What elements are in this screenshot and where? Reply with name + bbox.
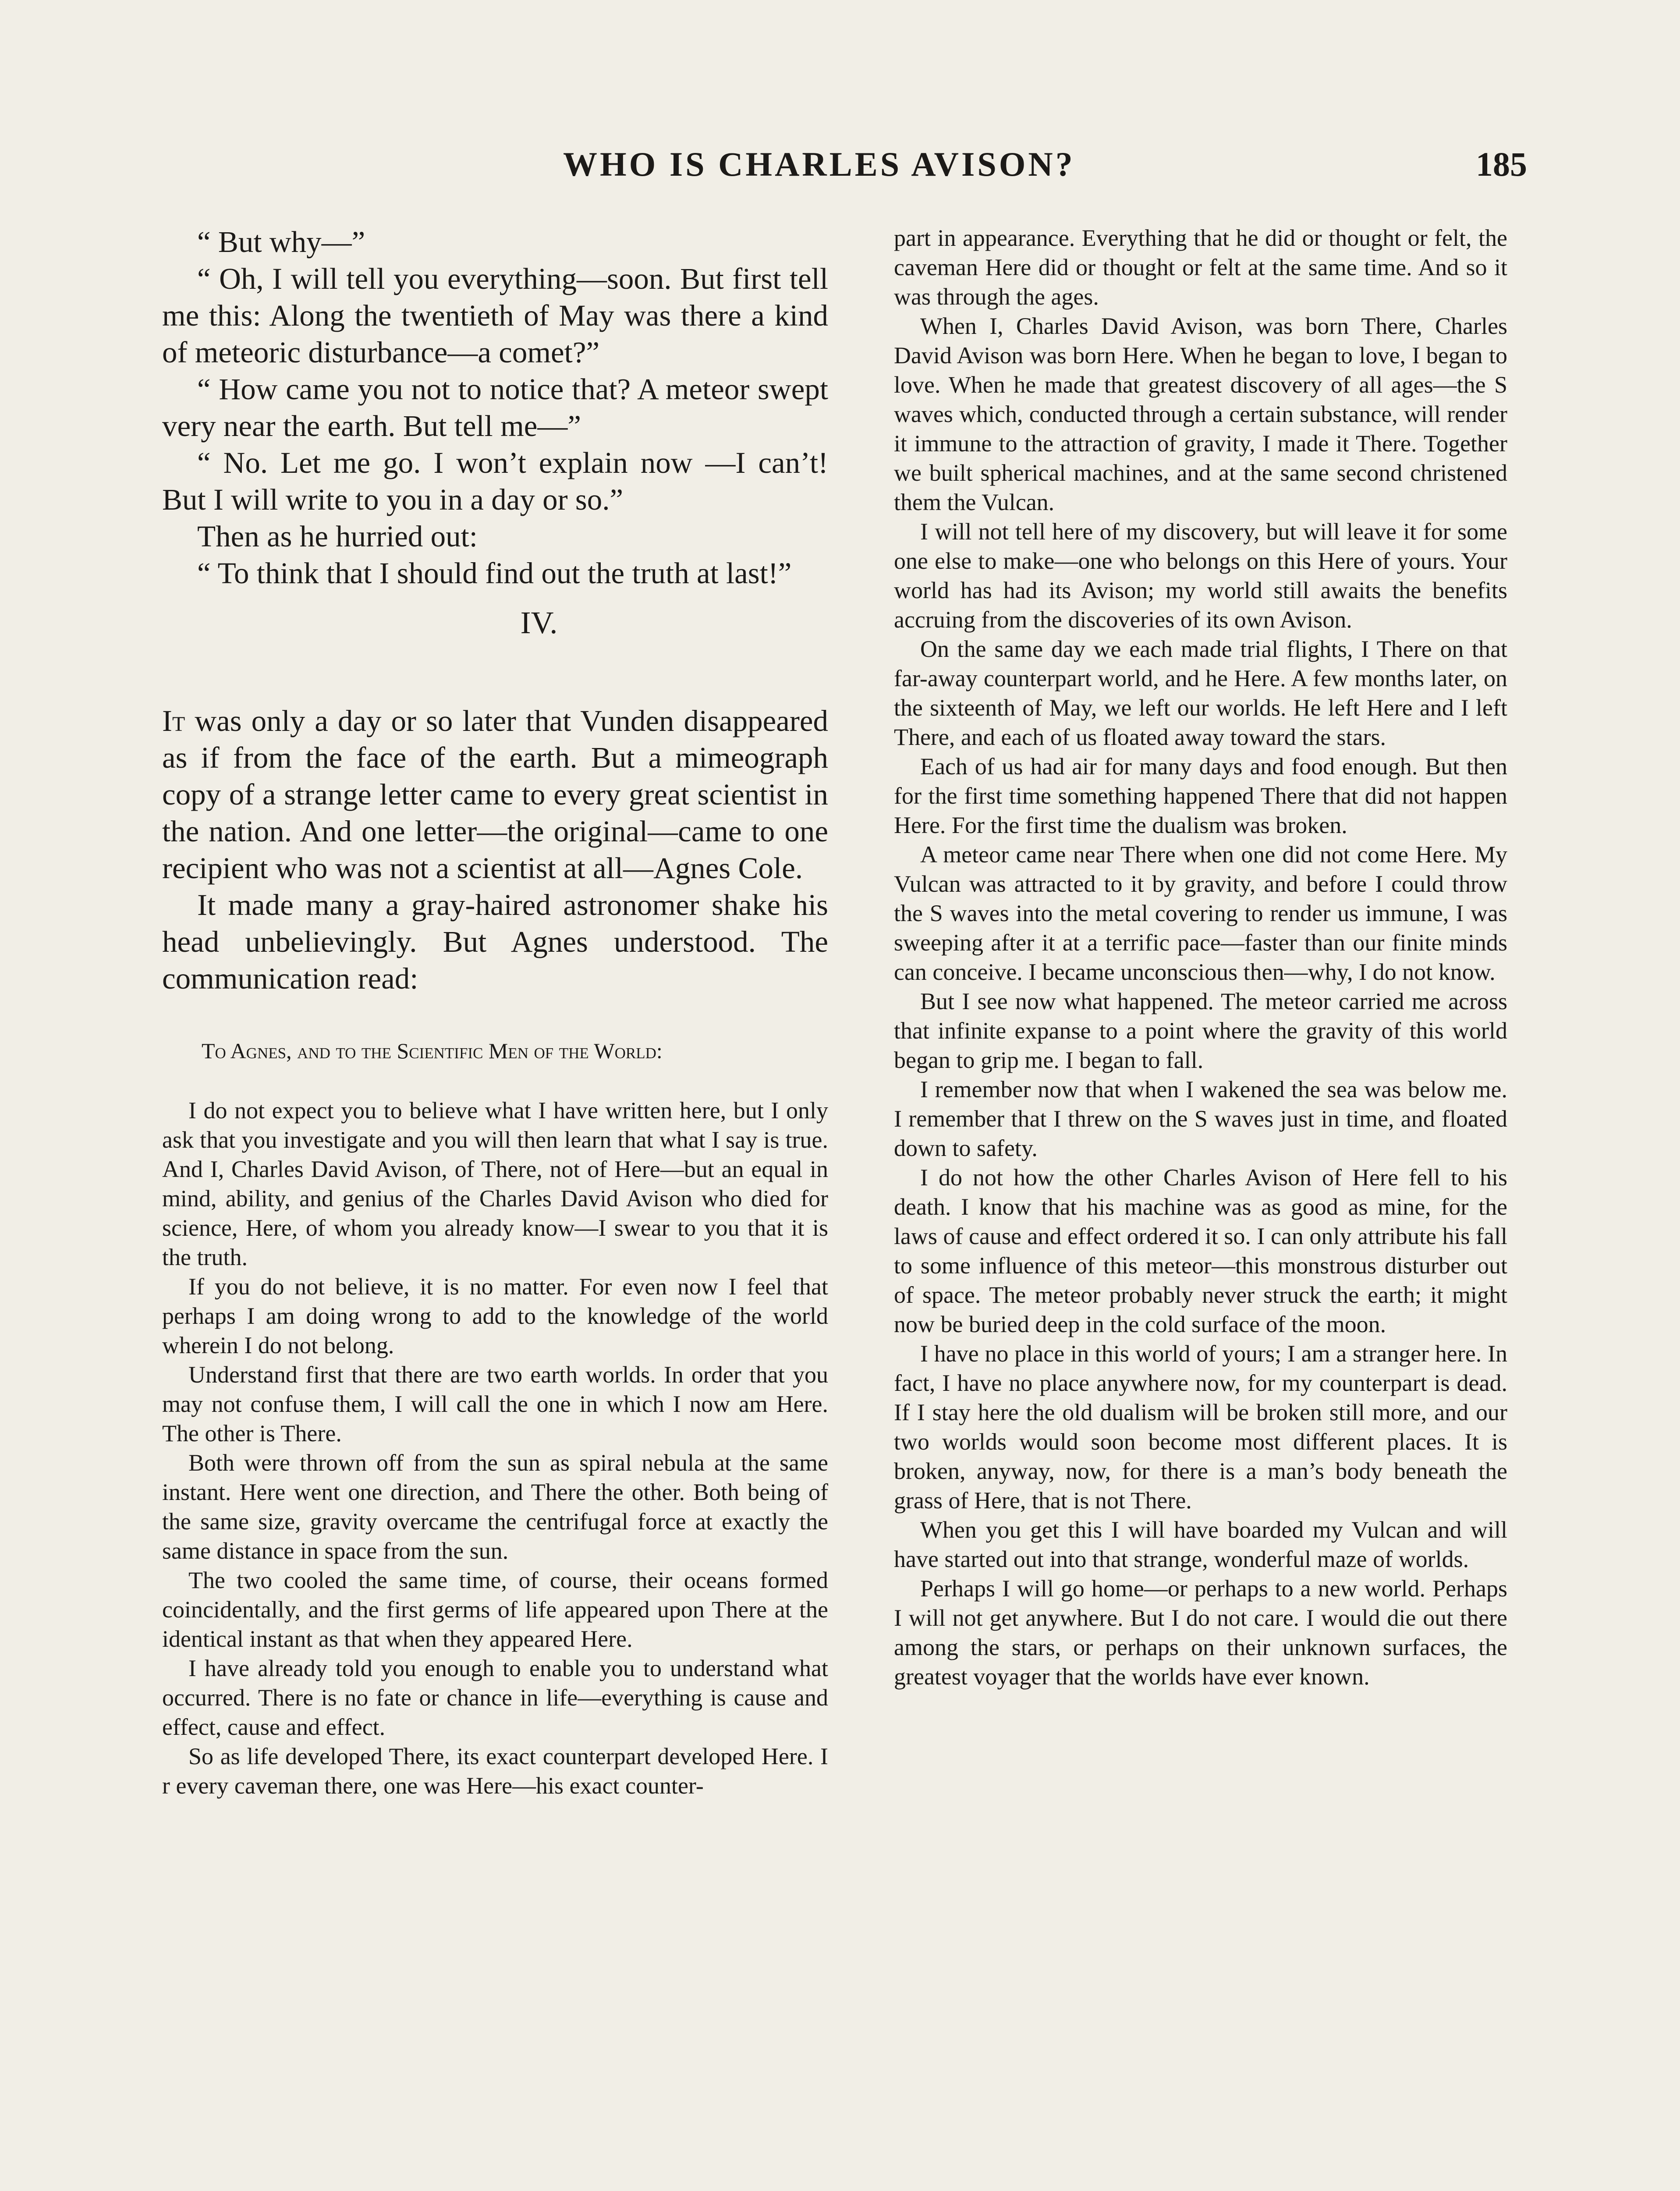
running-title: WHO IS CHARLES AVISON? (563, 145, 1075, 183)
paragraph: I have no place in this world of yours; I am a stranger here. In fact, I have no place anywhere now, for my counterpart is dead. If I stay here the old dualism will be broken still more, and our two worlds would soon become most different places. It is broken, anyway, now, for there is a man’s body beneath the grass of Here, that is not There. (894, 1340, 1507, 1514)
paragraph: A meteor came near There when one did not come Here. My Vulcan was attracted to it by gravity, and before I could throw the S waves into the metal covering to render us immune, I was sweeping after it at a terrific pace—faster than our finite minds can conceive. I became unconscious then—why, I do not know. (894, 841, 1507, 985)
paragraph: On the same day we each made trial flights, I There on that far-away counterpart world, and he Here. A few months later, on the sixteenth of May, we left our worlds. He left Here and I left There, and each of us floated away toward the stars. (894, 636, 1507, 750)
paragraph: “ No. Let me go. I won’t explain now —I can’t! But I will write to you in a day or so.” (162, 446, 828, 516)
paragraph: part in appearance. Everything that he did or thought or felt, the caveman Here did or thought or felt at the same time. And so it was through the ages. (894, 225, 1507, 310)
paragraph: Then as he hurried out: (197, 520, 478, 553)
section-heading: IV. (520, 605, 558, 640)
paragraph: I do not expect you to believe what I have written here, but I only ask that you investigate and you will then learn that what I say is true. And I, Charles David Avison, of There, not of Here—but an equal in mind, ability, and genius of the Charles David Avison who died for science, Here, of whom you already know—I swear to you that it is the truth. (162, 1097, 828, 1270)
letter-salutation: To Agnes, and to the Scientific Men of the World: (202, 1039, 663, 1063)
paragraph: The two cooled the same time, of course, their oceans formed coincidentally, and the first germs of life appeared upon There at the identical instant as that when they appeared Here. (162, 1567, 828, 1652)
paragraph: I remember now that when I wakened the sea was below me. I remember that I threw on the S waves just in time, and floated down to safety. (894, 1076, 1507, 1161)
dialogue-block (162, 223, 828, 592)
paragraph (162, 702, 828, 886)
paragraph: But I see now what happened. The meteor carried me across that infinite expanse to a point where the gravity of this world began to grip me. I began to fall. (894, 988, 1507, 1073)
paragraph: I have already told you enough to enable you to understand what occurred. There is no fate or chance in life—everything is cause and effect, cause and effect. (162, 1655, 828, 1740)
page-number: 185 (1476, 145, 1527, 183)
paragraph: It made many a gray-haired astronomer shake his head unbelievingly. But Agnes understood. The communication read: (162, 888, 828, 995)
paragraph: Understand first that there are two earth worlds. In order that you may not confuse them, I will call the one in which I now am Here. The other is There. (162, 1361, 828, 1446)
paragraph: Both were thrown off from the sun as spiral nebula at the same instant. Here went one direction, and There the other. Both being of the same size, gravity overcame the centrifugal force at exactly the same distance in space from the sun. (162, 1450, 828, 1564)
page-header (563, 145, 1527, 193)
paragraph: When I, Charles David Avison, was born There, Charles David Avison was born Here. When he began to love, I began to love. When he made that greatest discovery of all ages—the S waves which, conducted through a certain substance, will render it immune to the attraction of gravity, I made it There. Together we built spherical machines, and at the same second christened them the Vulcan. (894, 313, 1507, 515)
paragraph: I will not tell here of my discovery, but will leave it for some one else to make—one who belongs on this Here of yours. Your world has had its Avison; my world still awaits the benefits accruing from the discoveries of its own Avison. (894, 518, 1507, 633)
left-column (162, 223, 828, 1801)
letter-body-left (162, 1096, 828, 1801)
paragraph: If you do not believe, it is no matter. For even now I feel that perhaps I am doing wrong to add to the knowledge of the world wherein I do not belong. (162, 1273, 828, 1358)
paragraph: I do not how the other Charles Avison of Here fell to his death. I know that his machine was as good as mine, for the laws of cause and effect ordered it so. I can only attribute his fall to some influence of this meteor—this monstrous disturber out of space. The meteor probably never struck the earth; it might now be buried deep in the cold surface of the moon. (894, 1164, 1507, 1337)
paragraph: Each of us had air for many days and food enough. But then for the first time something happened There that did not happen Here. For the first time the dualism was broken. (894, 753, 1507, 838)
paragraph: “ Oh, I will tell you everything—soon. But first tell me this: Along the twentieth of May was there a kind of meteoric disturbance—a comet?” (162, 262, 828, 369)
paragraph-text: was only a day or so later that Vunden disappeared as if from the face of the earth. But a mimeograph copy of a strange letter came to every great scientist in the nation. And one letter—the original—came to one recipient who was not a scientist at all—Agnes Cole. (162, 704, 828, 885)
letter-body-right (894, 223, 1507, 1691)
paragraph: When you get this I will have boarded my Vulcan and will have started out into that strange, wonderful maze of worlds. (894, 1517, 1507, 1572)
paragraph: “ To think that I should find out the truth at last!” (197, 557, 792, 590)
right-column (894, 223, 1507, 1691)
paragraph: So as life developed There, its exact counterpart developed Here. I r every caveman there, one was Here—his exact counter- (162, 1743, 828, 1799)
paragraph: Perhaps I will go home—or perhaps to a new world. Perhaps I will not get anywhere. But I do not care. I would die out there among the stars, or perhaps on their unknown surfaces, the greatest voyager that the worlds have ever known. (894, 1575, 1507, 1690)
paragraph: “ But why—” (197, 225, 365, 259)
narrative-block (162, 702, 828, 997)
paragraph: “ How came you not to notice that? A meteor swept very near the earth. But tell me—” (162, 372, 828, 443)
drop-word: It (162, 704, 185, 737)
